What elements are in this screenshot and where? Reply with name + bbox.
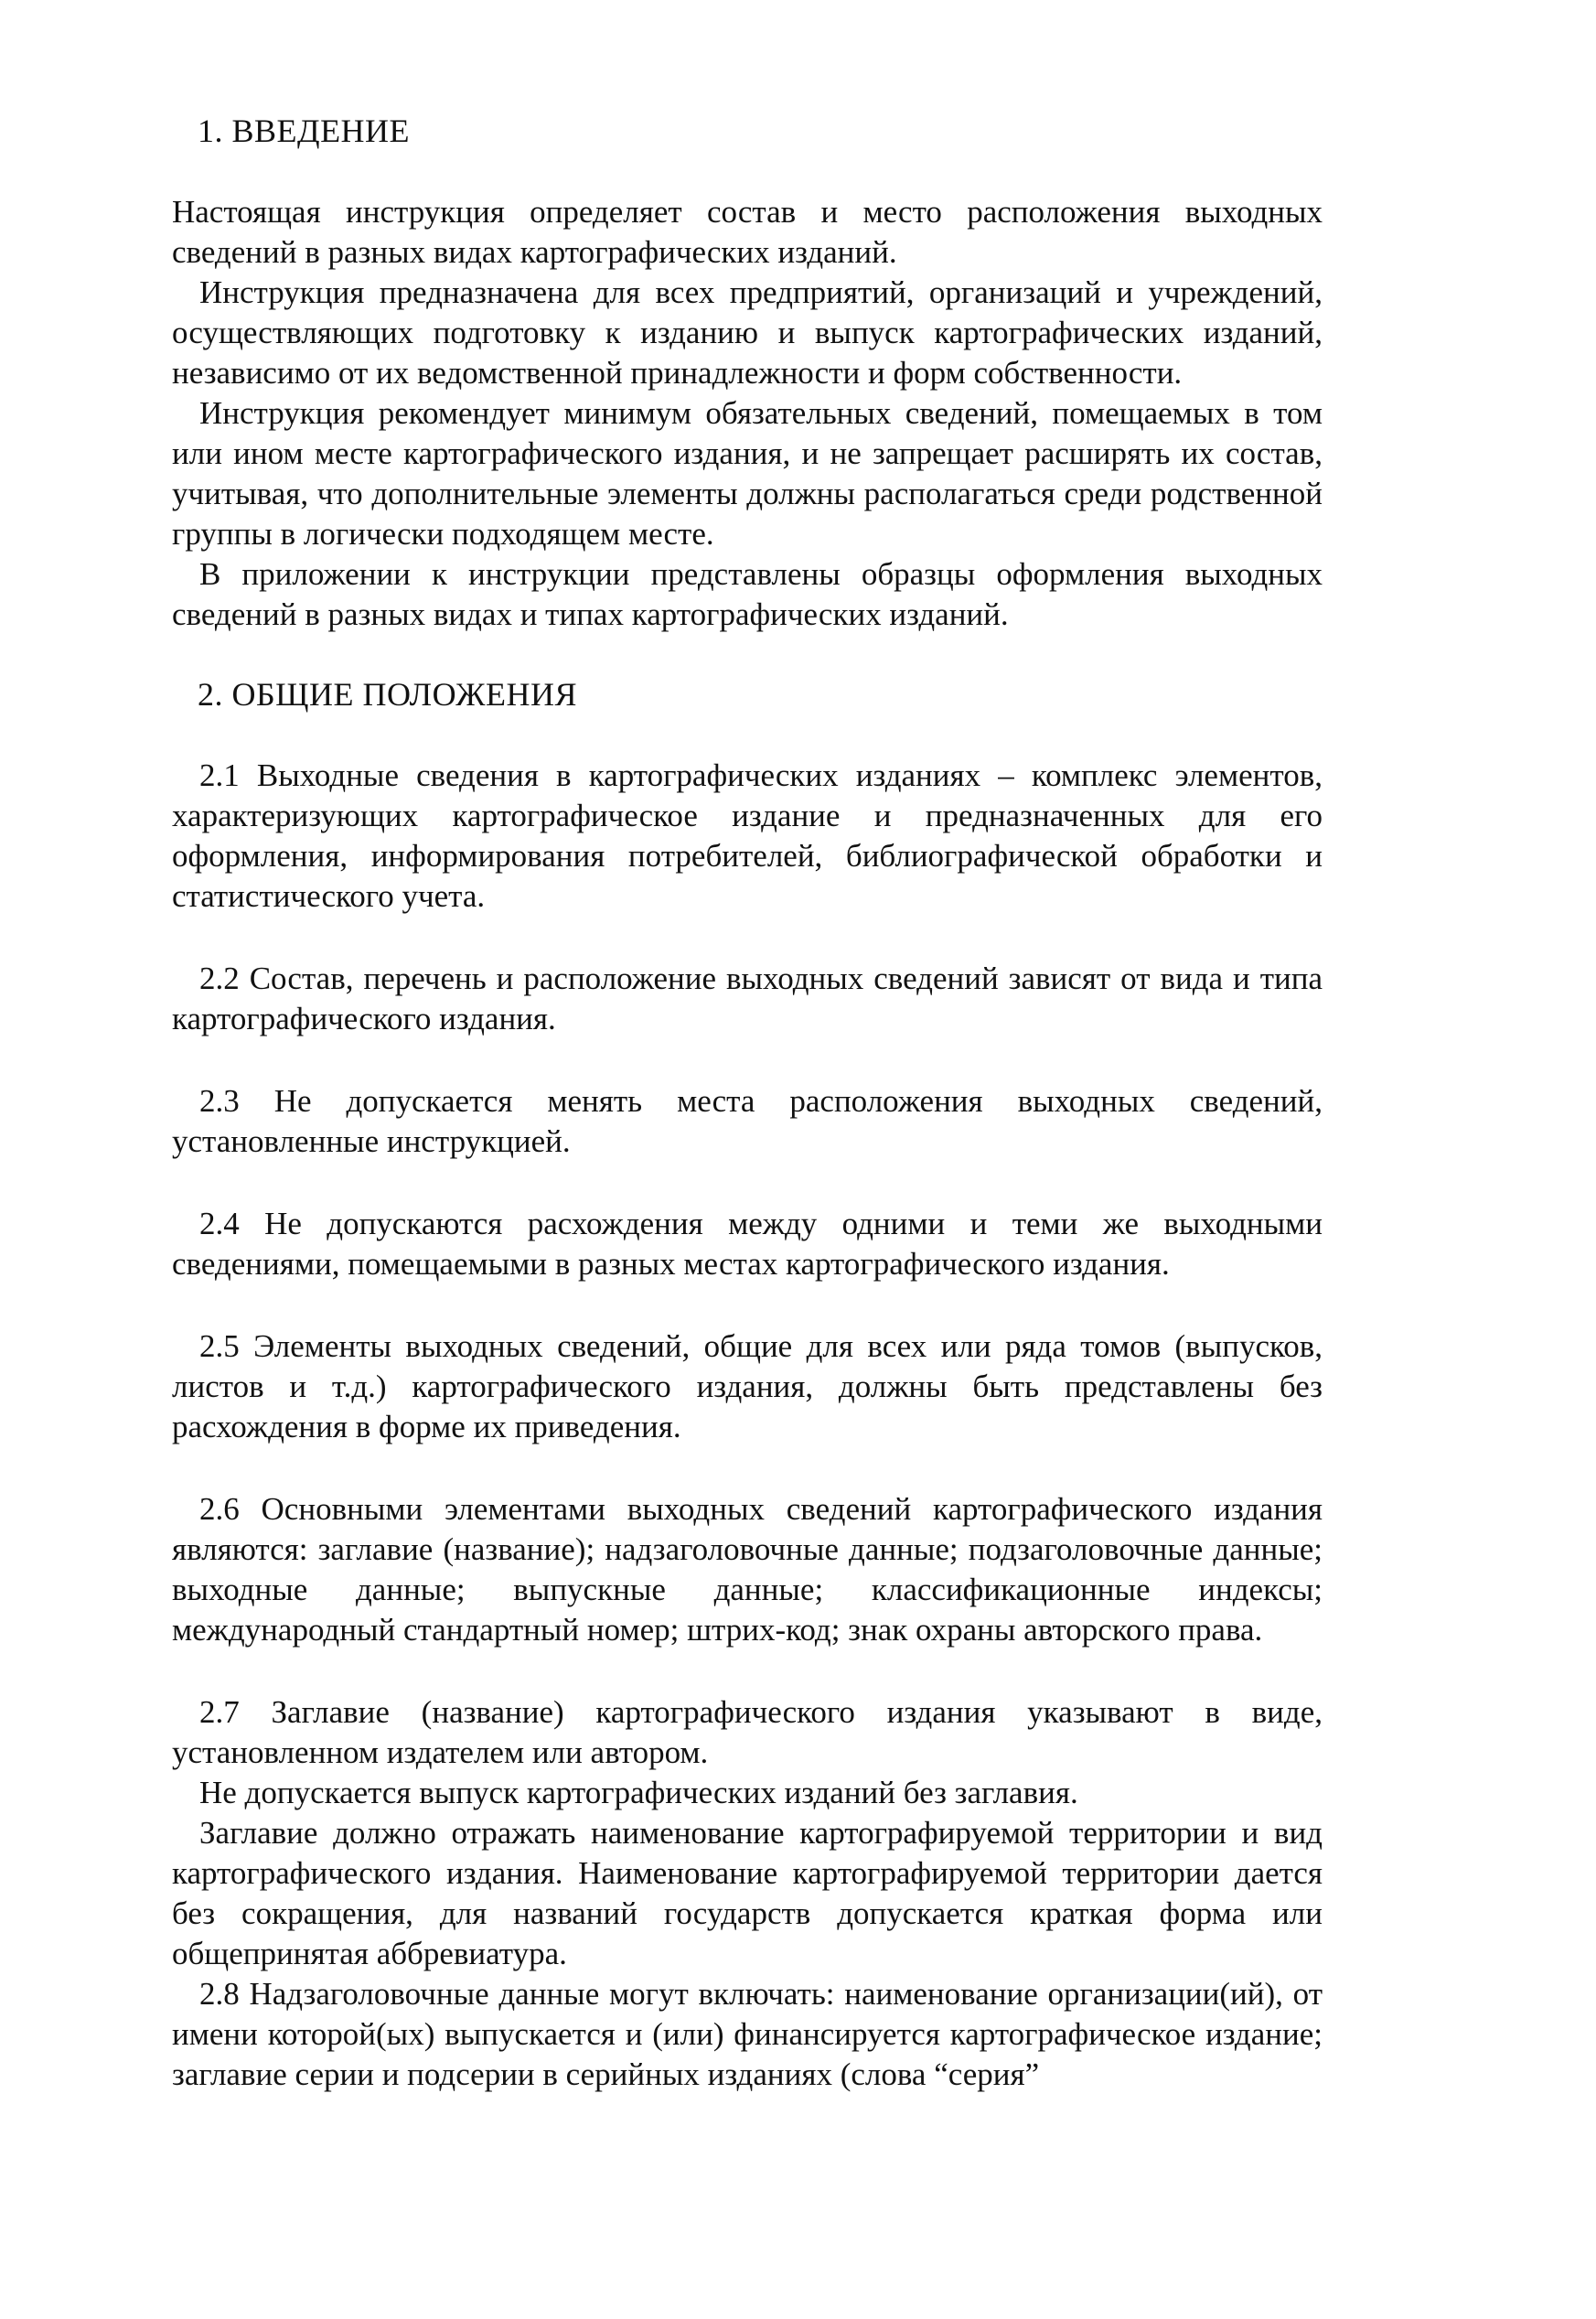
clause-2-6: 2.6 Основными элементами выходных сведений картографического издания являются: заглавие (название); надзаголовочные данные; подзаголовочные данные; выходные данные; выпускные данные; классификационные индексы; международный стандартный номер; штрих-код; знак охраны авторского права.	[172, 1491, 1323, 1648]
clause-2-7: 2.7 Заглавие (название) картографического издания указывают в виде, установленном издателем или автором.	[172, 1694, 1323, 1770]
clause-2-4: 2.4 Не допускаются расхождения между одними и теми же выходными сведениями, помещаемыми в разных местах картографического издания.	[172, 1206, 1323, 1282]
intro-paragraph-4: В приложении к инструкции представлены образцы оформления выходных сведений в разных видах и типах картографических изданий.	[172, 556, 1323, 632]
clause-2-2: 2.2 Состав, перечень и расположение выходных сведений зависят от вида и типа картографического издания.	[172, 961, 1323, 1036]
intro-paragraph-3: Инструкция рекомендует минимум обязательных сведений, помещаемых в том или ином месте картографического издания, и не запрещает расширять их состав, учитывая, что дополнительные элементы должны располагаться среди родственной группы в логически подходящем месте.	[172, 395, 1323, 552]
clause-2-8: 2.8 Надзаголовочные данные могут включать: наименование организации(ий), от имени которой(ых) выпускается и (или) финансируется картографическое издание; заглавие серии и подсерии в серийных изданиях (слова “серия”	[172, 1976, 1323, 2092]
document-body	[172, 110, 1323, 2095]
clause-2-7-title-content: Заглавие должно отражать наименование картографируемой территории и вид картографического издания. Наименование картографируемой территории дается без сокращения, для названий государств допускается краткая форма или общепринятая аббревиатура.	[172, 1815, 1323, 1971]
intro-paragraph-1: Настоящая инструкция определяет состав и место расположения выходных сведений в разных видах картографических изданий.	[172, 194, 1323, 270]
intro-paragraph-2: Инструкция предназначена для всех предприятий, организаций и учреждений, осуществляющих подготовку к изданию и выпуск картографических изданий, независимо от их ведомственной принадлежности и форм собственности.	[172, 274, 1323, 391]
clause-2-3: 2.3 Не допускается менять места расположения выходных сведений, установленные инструкцией.	[172, 1083, 1323, 1159]
clause-2-7-no-title: Не допускается выпуск картографических изданий без заглавия.	[199, 1775, 1078, 1810]
section-heading-general: 2. ОБЩИЕ ПОЛОЖЕНИЯ	[198, 676, 577, 713]
section-heading-introduction: 1. ВВЕДЕНИЕ	[198, 113, 411, 149]
clause-2-5: 2.5 Элементы выходных сведений, общие для всех или ряда томов (выпусков, листов и т.д.) картографического издания, должны быть представлены без расхождения в форме их приведения.	[172, 1328, 1323, 1444]
clause-2-1: 2.1 Выходные сведения в картографических изданиях – комплекс элементов, характеризующих картографическое издание и предназначенных для его оформления, информирования потребителей, библиографической обработки и статистического учета.	[172, 757, 1323, 914]
